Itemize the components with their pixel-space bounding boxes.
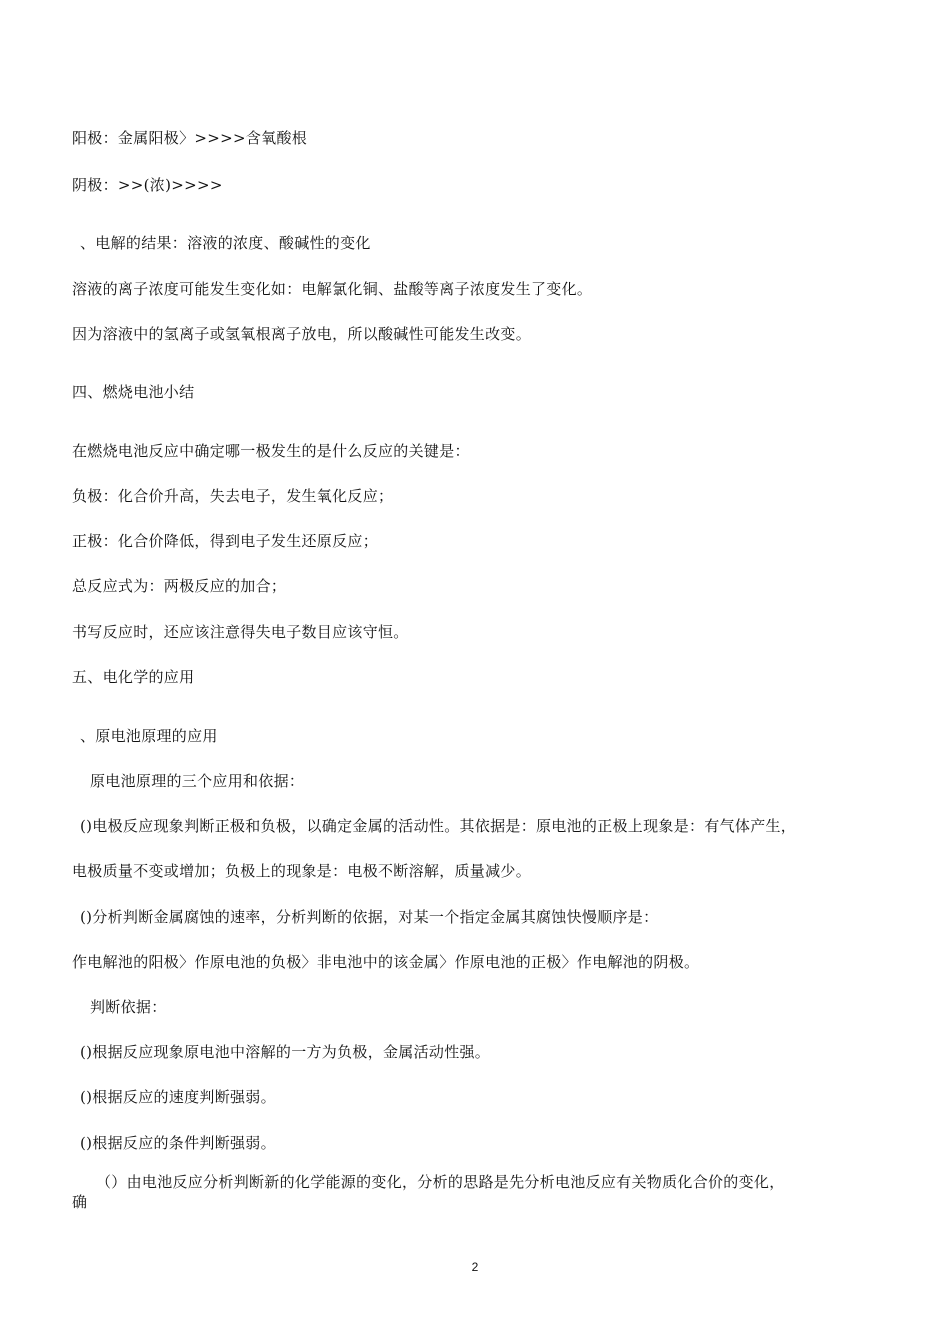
text-line: 作电解池的阳极〉作原电池的负极〉非电池中的该金属〉作原电池的正极〉作电解池的阴极。 [72,953,700,971]
text-line: 阴极：>>(浓)>>>> [72,176,223,194]
text-line: ()根据反应的条件判断强弱。 [80,1134,276,1152]
text-line: ()根据反应的速度判断强弱。 [80,1088,276,1106]
text-line: 阳极：金属阳极〉>>>>含氧酸根 [72,129,308,147]
section-heading: 、原电池原理的应用 [80,727,218,745]
text-line: 正极：化合价降低，得到电子发生还原反应； [72,532,379,550]
text-line: 原电池原理的三个应用和依据： [90,772,305,790]
text-line: 在燃烧电池反应中确定哪一极发生的是什么反应的关键是： [72,442,470,460]
text-line: 溶液的离子浓度可能发生变化如：电解氯化铜、盐酸等离子浓度发生了变化。 [72,280,593,298]
text-line: ()分析判断金属腐蚀的速率，分析判断的依据，对某一个指定金属其腐蚀快慢顺序是： [80,908,659,926]
page-number: 2 [471,1260,479,1274]
text-line: 负极：化合价升高，失去电子，发生氧化反应； [72,487,394,505]
text-line: ()根据反应现象原电池中溶解的一方为负极，金属活动性强。 [80,1043,491,1061]
text-line: 书写反应时，还应该注意得失电子数目应该守恒。 [72,623,409,641]
text-line: 电极质量不变或增加；负极上的现象是：电极不断溶解，质量减少。 [72,862,532,880]
text-line: 总反应式为：两极反应的加合； [72,577,287,595]
text-line: 确 [72,1193,88,1211]
text-line: ()电极反应现象判断正极和负极，以确定金属的活动性。其依据是：原电池的正极上现象是：有气体产生， [80,817,797,835]
text-line: （）由电池反应分析判断新的化学能源的变化，分析的思路是先分析电池反应有关物质化合价的变化， [96,1173,785,1191]
section-heading: 四、燃烧电池小结 [72,383,195,401]
section-heading: 五、电化学的应用 [72,668,195,686]
text-line: 判断依据： [90,998,167,1016]
section-heading: 、电解的结果：溶液的浓度、酸碱性的变化 [80,234,371,252]
text-line: 因为溶液中的氢离子或氢氧根离子放电，所以酸碱性可能发生改变。 [72,325,532,343]
